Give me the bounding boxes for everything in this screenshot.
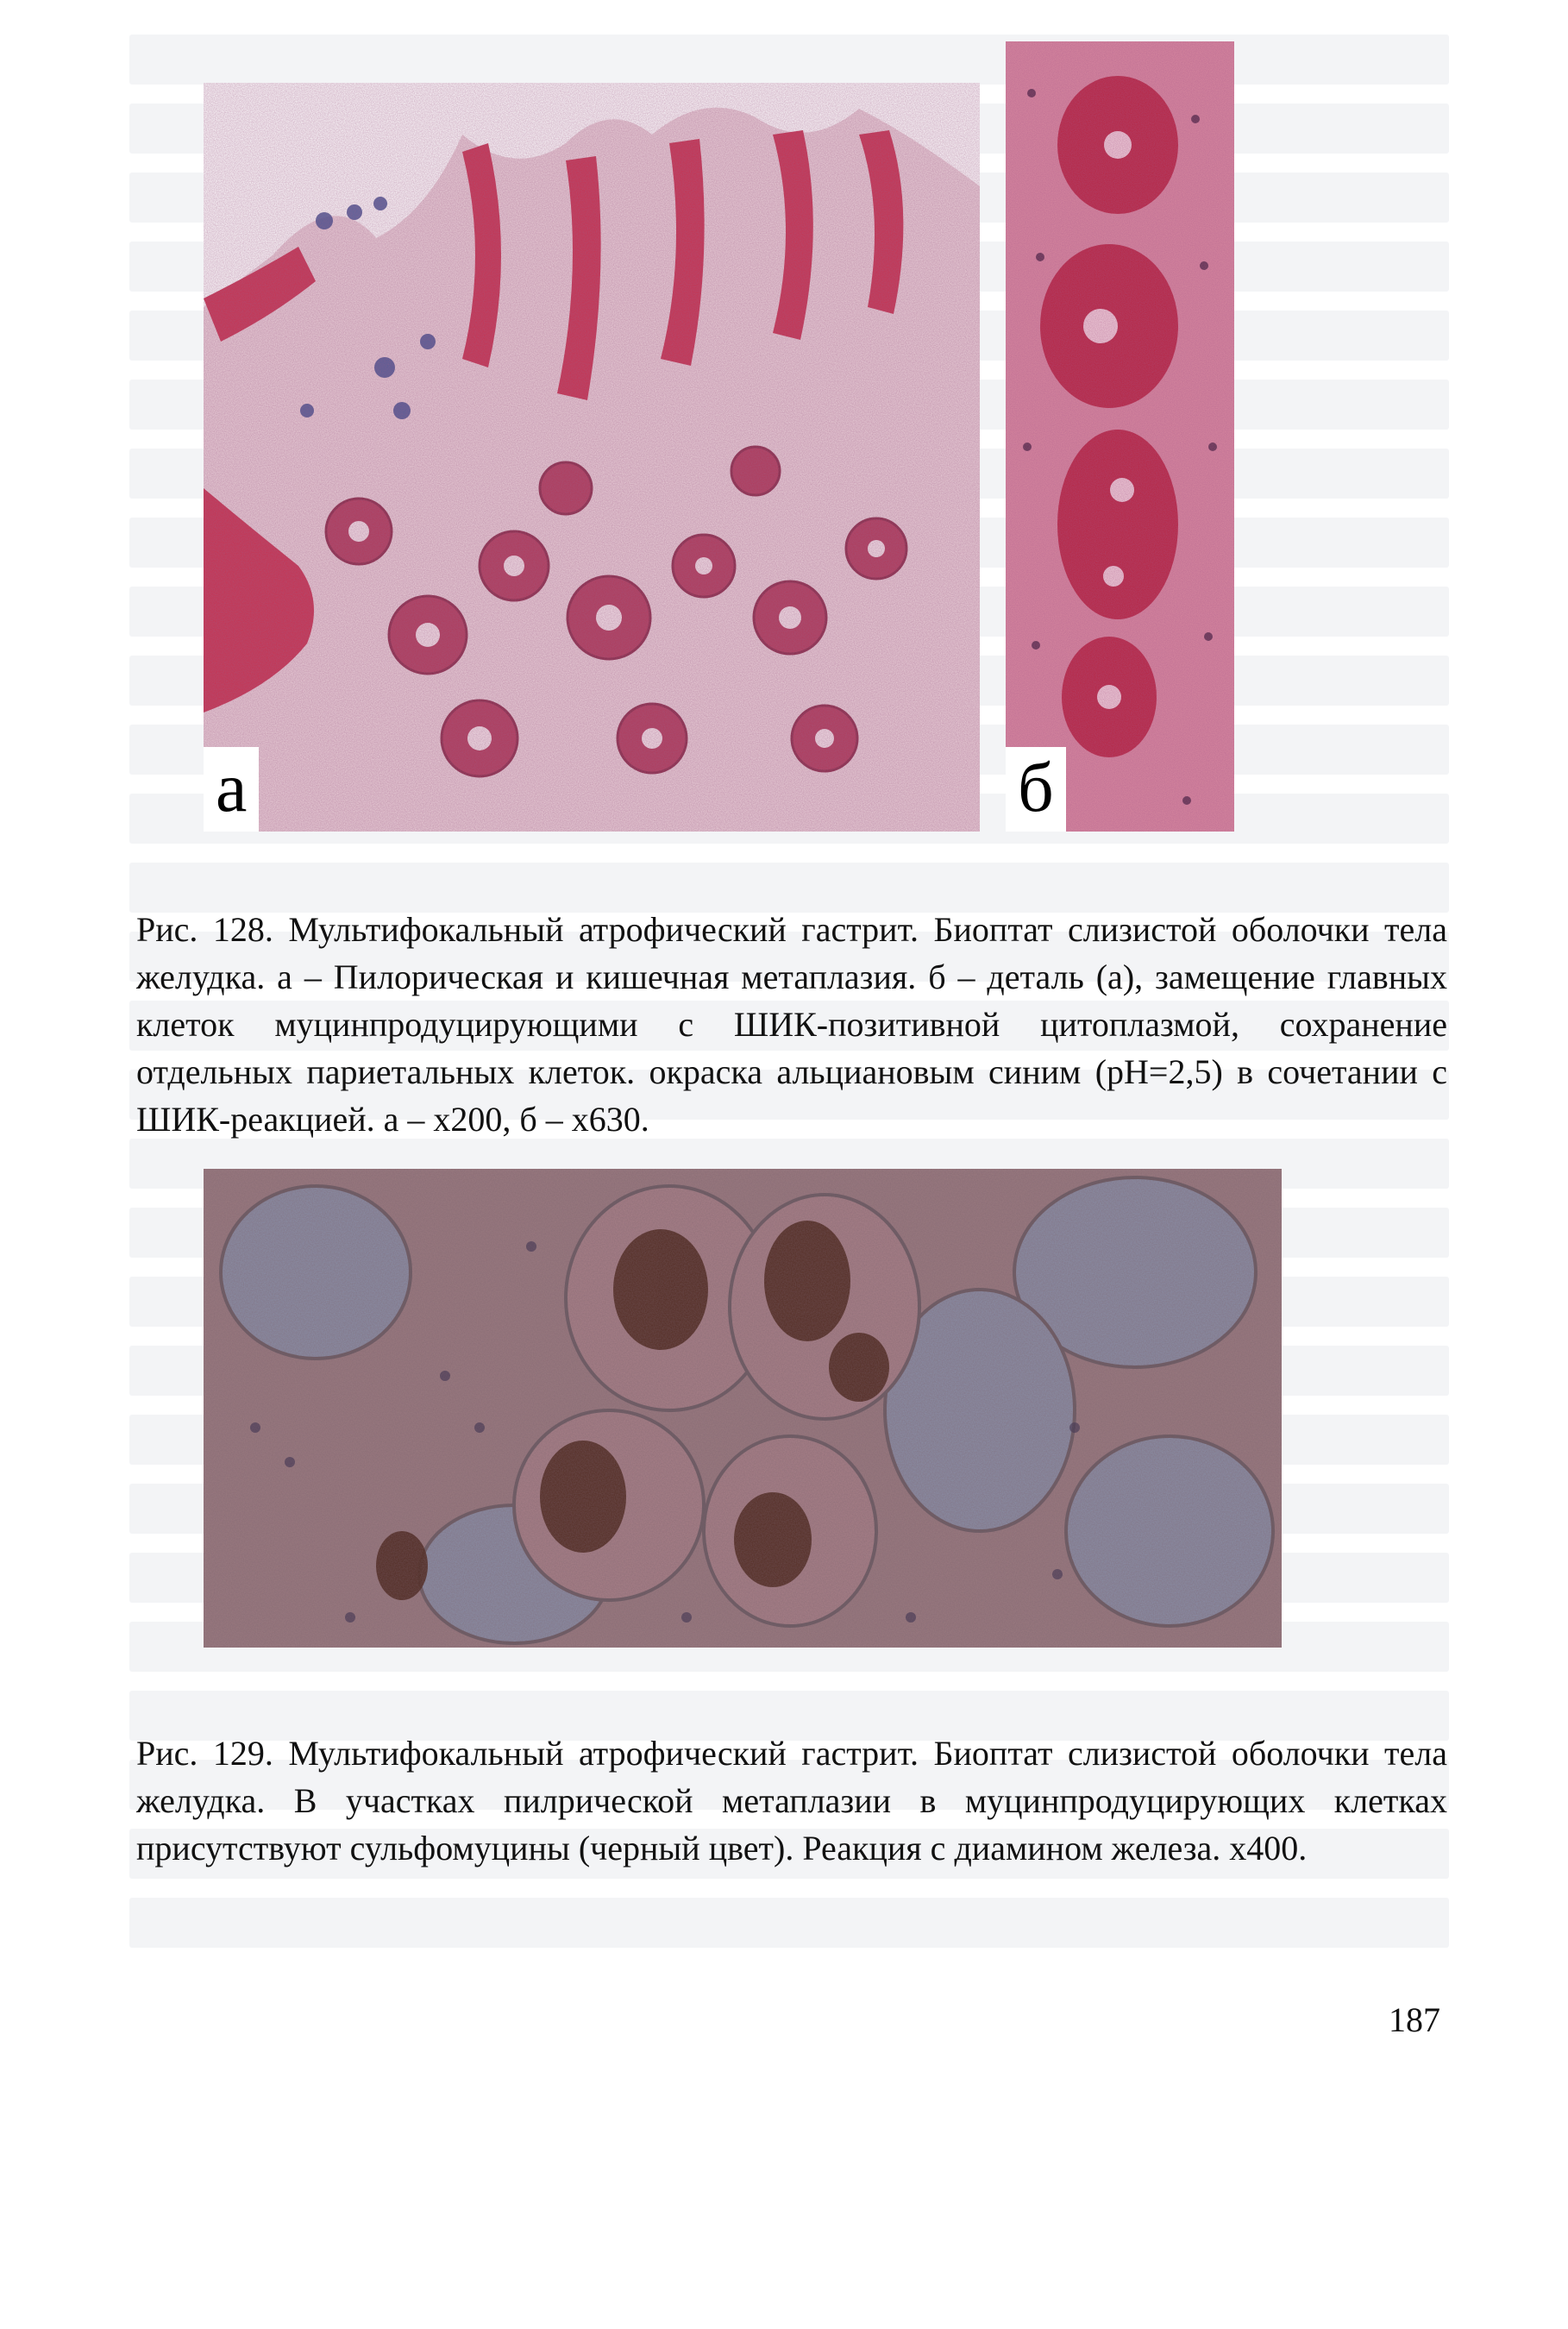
- panel-label-b: б: [1006, 747, 1066, 832]
- figure-128b-micrograph: [1006, 41, 1234, 832]
- figure-128a-micrograph: [204, 83, 980, 832]
- micrograph-129-image: [204, 1169, 1282, 1648]
- figure-129-micrograph: [204, 1169, 1282, 1648]
- micrograph-128b-image: [1006, 41, 1234, 832]
- page-number: 187: [1389, 2000, 1440, 2039]
- panel-label-a: а: [204, 747, 259, 832]
- figure-128-caption: Рис. 128. Мультифокальный атрофический гастрит. Биоптат слизистой оболочки тела желудка. а – Пилорическая и кишечная метаплазия. б – деталь (а), замещение главных клеток муцинпродуцирующими с ШИК-позитивной цитоплазмой, сохранение отдельных париетальных клеток. окраска альциановым синим (pH=2,5) в сочетании с ШИК-реакцией. а – x200, б – x630.: [136, 910, 1447, 1139]
- micrograph-128a-image: [204, 83, 980, 832]
- figure-129-caption: Рис. 129. Мультифокальный атрофический гастрит. Биоптат слизистой оболочки тела желудка. В участках пилрической метаплазии в муцинпродуцирующих клетках присутствуют сульфомуцины (черный цвет). Реакция с диамином железа. x400.: [136, 1734, 1447, 1868]
